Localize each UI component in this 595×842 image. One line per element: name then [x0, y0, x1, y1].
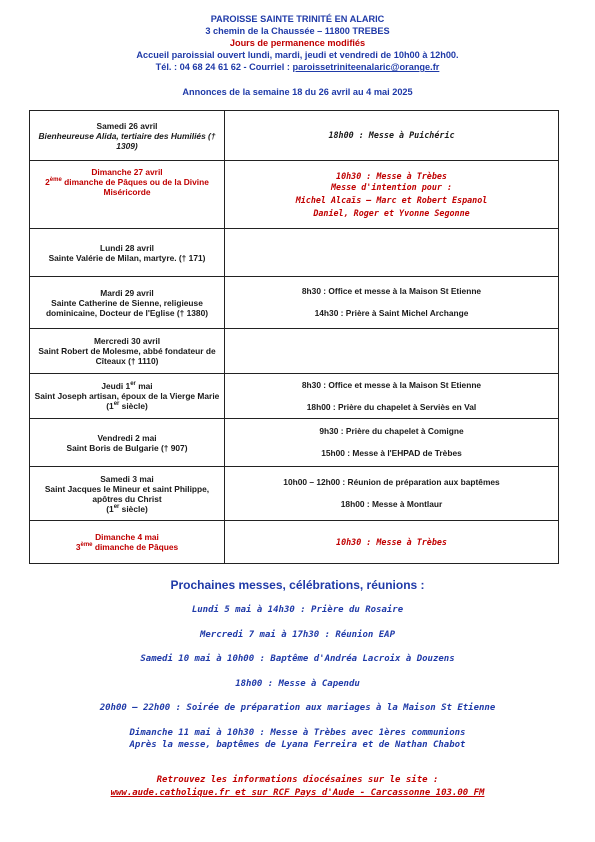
table-row	[30, 277, 559, 329]
table-row	[30, 329, 559, 374]
day-saint: Saint Jacques le Mineur et saint Philippe, apôtres du Christ	[44, 483, 210, 504]
permanence-notice: Jours de permanence modifiés	[229, 38, 366, 48]
event-item: Michel Alcaïs – Marc et Robert Espanol	[295, 194, 488, 205]
ordinal-suffix: er	[130, 381, 136, 388]
day-saint: Bienheureuse Alida, tertiaire des Humiliés († 1309)	[38, 130, 216, 151]
ordinal-suffix: er	[113, 503, 120, 510]
day-saint-ordinal: 3	[75, 542, 81, 552]
event-item: 8h30 : Office et messe à la Maison St Etienne	[301, 379, 482, 390]
upcoming-item: 18h00 : Messe à Capendu	[235, 679, 360, 689]
day-date: Dimanche 4 mai	[95, 532, 159, 542]
day-date: Mercredi 30 avril	[93, 336, 161, 346]
day-date: Vendredi 2 mai	[97, 432, 157, 443]
events-cell	[225, 521, 559, 564]
day-saint: Saint Boris de Bulgarie († 907)	[66, 442, 188, 453]
table-row	[30, 521, 559, 564]
office-hours: Accueil paroissial ouvert lundi, mardi, jeudi et vendredi de 10h00 à 12h00.	[136, 50, 459, 60]
table-row	[30, 111, 559, 161]
parish-name: PAROISSE SAINTE TRINITÉ EN ALARIC	[210, 14, 385, 24]
upcoming-item: Lundi 5 mai à 14h30 : Prière du Rosaire	[191, 605, 404, 615]
diocese-link[interactable]: www.aude.catholique.fr et sur RCF Pays d'Aude - Carcassonne 103.00 FM	[110, 788, 485, 798]
upcoming-title: Prochaines messes, célébrations, réunions :	[170, 578, 425, 592]
day-month: mai	[135, 381, 153, 391]
upcoming-item: 20h00 – 22h00 : Soirée de préparation aux mariages à la Maison St Etienne	[99, 703, 496, 713]
upcoming-item: Mercredi 7 mai à 17h30 : Réunion EAP	[199, 630, 396, 640]
events-cell	[225, 229, 559, 277]
upcoming-item: Dimanche 11 mai à 10h30 : Messe à Trèbes avec 1ères communions	[129, 728, 466, 738]
table-row	[30, 161, 559, 229]
event-item: 18h00 : Prière du chapelet à Serviès en Val	[306, 401, 477, 412]
email-link[interactable]: paroissetriniteenalaric@orange.fr	[292, 62, 440, 72]
event-item: Messe d'intention pour :	[330, 181, 452, 192]
day-cell	[30, 329, 225, 374]
ordinal-suffix: ème	[49, 177, 62, 184]
day-century: siècle)	[119, 503, 148, 514]
table-row	[30, 374, 559, 419]
events-cell	[225, 111, 559, 161]
footer-intro: Retrouvez les informations diocésaines sur le site :	[156, 775, 439, 785]
upcoming-item: Samedi 10 mai à 10h00 : Baptême d'Andréa Lacroix à Douzens	[140, 654, 455, 664]
upcoming-item: Après la messe, baptêmes de Lyana Ferreira et de Nathan Chabot	[129, 740, 466, 750]
day-date: Dimanche 27 avril	[91, 167, 163, 177]
event-item: 18h00 : Messe à Puichéric	[328, 130, 455, 140]
event-item: 15h00 : Messe à l'EHPAD de Trèbes	[321, 448, 462, 458]
day-saint-ordinal: 2	[45, 177, 50, 187]
events-cell	[225, 419, 559, 467]
parish-address: 3 chemin de la Chaussée – 11800 TREBES	[205, 26, 390, 36]
table-row	[30, 229, 559, 277]
day-cell	[30, 229, 225, 277]
footer-links	[0, 788, 595, 798]
event-item: 10h30 : Messe à Trèbes	[336, 170, 447, 181]
events-cell	[225, 277, 559, 329]
day-cell	[30, 161, 225, 229]
day-saint: Saint Joseph artisan, époux de la Vierge Marie (1	[34, 391, 220, 411]
day-cell	[30, 467, 225, 521]
day-cell	[30, 374, 225, 419]
day-saint: dimanche de Pâques ou de la Divine Miséricorde	[61, 177, 209, 197]
events-cell	[225, 329, 559, 374]
event-item: Daniel, Roger et Yvonne Segonne	[313, 207, 470, 218]
contact-phone: Tél. : 04 68 24 61 62 - Courriel :	[155, 62, 293, 72]
table-row	[30, 467, 559, 521]
ordinal-suffix: er	[113, 401, 120, 408]
events-cell	[225, 374, 559, 419]
day-saint: Saint Robert de Molesme, abbé fondateur de Cîteaux († 1110)	[38, 346, 216, 366]
day-date: Samedi 26 avril	[96, 120, 158, 131]
day-cell	[30, 277, 225, 329]
events-cell	[225, 467, 559, 521]
ordinal-suffix: ème	[80, 542, 93, 549]
day-cell	[30, 419, 225, 467]
event-item: 8h30 : Office et messe à la Maison St Etienne	[301, 286, 482, 296]
day-saint: dimanche de Pâques	[92, 542, 179, 552]
day-saint: Sainte Catherine de Sienne, religieuse dominicaine, Docteur de l'Eglise († 1380)	[45, 297, 209, 318]
day-cell	[30, 521, 225, 564]
day-saint-century: (1	[106, 503, 114, 514]
announcements-title: Annonces de la semaine 18 du 26 avril au 4 mai 2025	[182, 87, 413, 97]
day-saint: Sainte Valérie de Milan, martyre. († 171)	[48, 252, 206, 263]
contact-line	[0, 62, 595, 73]
day-date: Lundi 28 avril	[100, 242, 154, 253]
event-item: 10h00 – 12h00 : Réunion de préparation aux baptêmes	[283, 477, 500, 487]
day-date: Samedi 3 mai	[100, 473, 154, 484]
day-date: Mardi 29 avril	[100, 287, 154, 298]
event-item: 10h30 : Messe à Trèbes	[336, 536, 447, 547]
table-row	[30, 419, 559, 467]
day-century: siècle)	[119, 401, 148, 411]
day-date: Jeudi 1	[101, 381, 131, 391]
event-item: 9h30 : Prière du chapelet à Comigne	[319, 426, 464, 436]
event-item: 14h30 : Prière à Saint Michel Archange	[314, 308, 469, 318]
event-item: 18h00 : Messe à Montlaur	[340, 499, 443, 509]
schedule-table	[29, 110, 559, 564]
events-cell	[225, 161, 559, 229]
day-cell	[30, 111, 225, 161]
